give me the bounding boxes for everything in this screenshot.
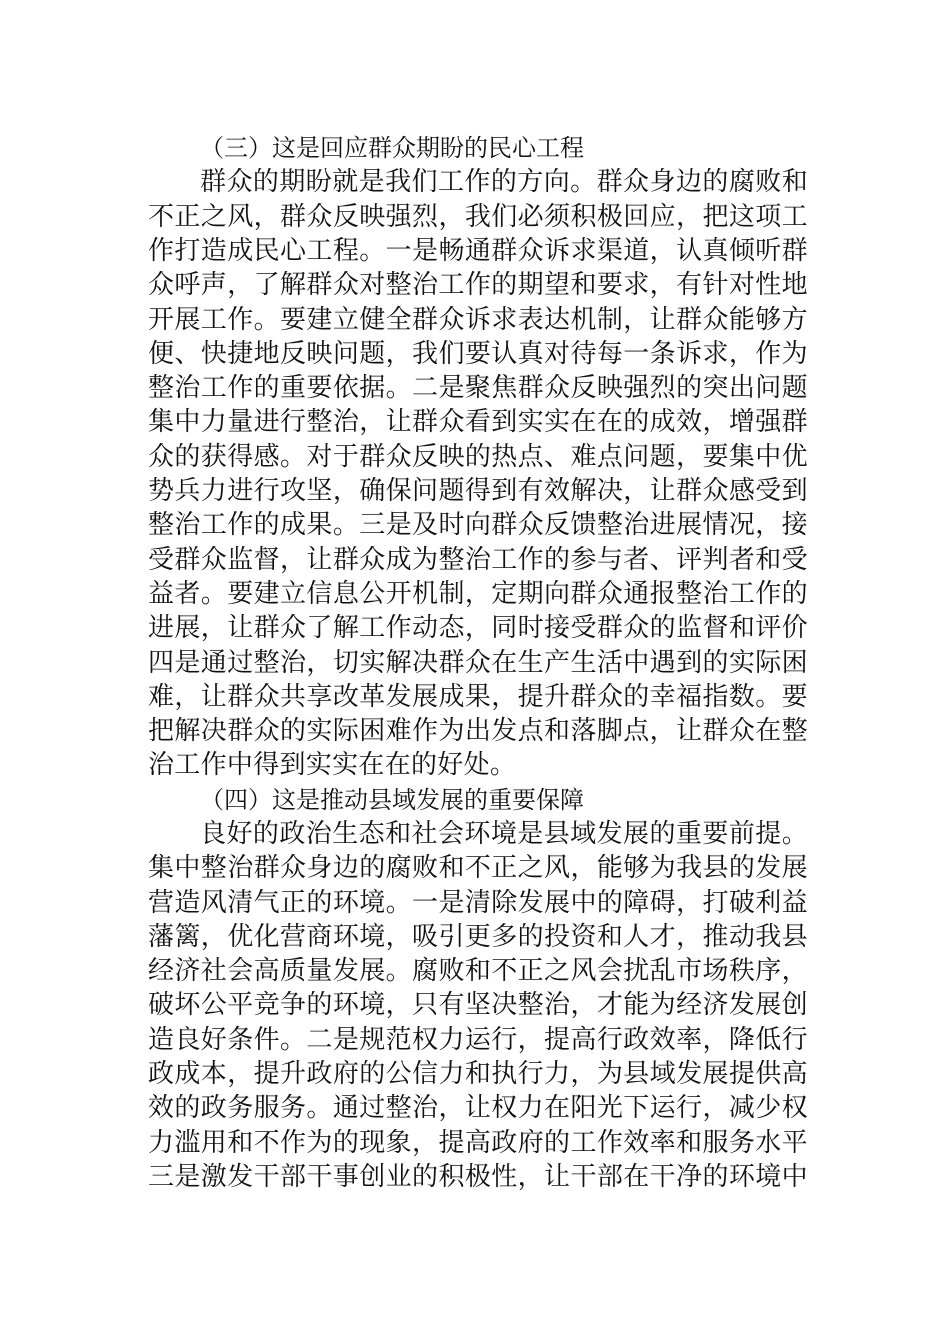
paragraph-line: 整治工作的成果。三是及时向群众反馈整治进展情况，接 bbox=[148, 510, 808, 540]
paragraph-line: 开展工作。要建立健全群众诉求表达机制，让群众能够方 bbox=[148, 305, 808, 335]
paragraph-line: 四是通过整治，切实解决群众在生产生活中遇到的实际困 bbox=[148, 648, 808, 678]
paragraph-line: 进展，让群众了解工作动态，同时接受群众的监督和评价 bbox=[148, 613, 808, 643]
paragraph-line: 破坏公平竞争的环境，只有坚决整治，才能为经济发展创 bbox=[148, 990, 808, 1020]
paragraph-line: 不正之风，群众反映强烈，我们必须积极回应，把这项工 bbox=[148, 202, 808, 232]
paragraph-line: 效的政务服务。通过整治，让权力在阳光下运行，减少权 bbox=[148, 1093, 808, 1123]
paragraph-line: 藩篱，优化营商环境，吸引更多的投资和人才，推动我县 bbox=[148, 922, 808, 952]
paragraph-line: 治工作中得到实实在在的好处。 bbox=[148, 750, 517, 780]
paragraph-line: 三是激发干部干事创业的积极性，让干部在干净的环境中 bbox=[148, 1162, 808, 1192]
paragraph-line: 整治工作的重要依据。二是聚焦群众反映强烈的突出问题 bbox=[148, 373, 808, 403]
paragraph-line: 力滥用和不作为的现象，提高政府的工作效率和服务水平 bbox=[148, 1128, 808, 1158]
paragraph-line: 把解决群众的实际困难作为出发点和落脚点，让群众在整 bbox=[148, 716, 808, 746]
paragraph-line: 造良好条件。二是规范权力运行，提高行政效率，降低行 bbox=[148, 1025, 808, 1055]
paragraph-line: 势兵力进行攻坚，确保问题得到有效解决，让群众感受到 bbox=[148, 476, 808, 506]
paragraph-line: 受群众监督，让群众成为整治工作的参与者、评判者和受 bbox=[148, 545, 808, 575]
paragraph-line: 难，让群众共享改革发展成果，提升群众的幸福指数。要 bbox=[148, 682, 808, 712]
paragraph-line: 益者。要建立信息公开机制，定期向群众通报整治工作的 bbox=[148, 579, 808, 609]
section-heading: （三）这是回应群众期盼的民心工程 bbox=[200, 134, 584, 162]
paragraph-line: 群众的期盼就是我们工作的方向。群众身边的腐败和 bbox=[200, 167, 808, 197]
paragraph-line: 经济社会高质量发展。腐败和不正之风会扰乱市场秩序， bbox=[148, 956, 808, 986]
paragraph-line: 政成本，提升政府的公信力和执行力，为县域发展提供高 bbox=[148, 1059, 808, 1089]
paragraph-line: 众的获得感。对于群众反映的热点、难点问题，要集中优 bbox=[148, 442, 808, 472]
paragraph-line: 便、快捷地反映问题，我们要认真对待每一条诉求，作为 bbox=[148, 339, 808, 369]
paragraph-line: 众呼声，了解群众对整治工作的期望和要求，有针对性地 bbox=[148, 270, 808, 300]
paragraph-line: 良好的政治生态和社会环境是县域发展的重要前提。 bbox=[200, 819, 808, 849]
paragraph-line: 作打造成民心工程。一是畅通群众诉求渠道，认真倾听群 bbox=[148, 236, 808, 266]
paragraph-line: 营造风清气正的环境。一是清除发展中的障碍，打破利益 bbox=[148, 888, 808, 918]
section-heading: （四）这是推动县域发展的重要保障 bbox=[200, 786, 584, 814]
paragraph-line: 集中整治群众身边的腐败和不正之风，能够为我县的发展 bbox=[148, 853, 808, 883]
paragraph-line: 集中力量进行整治，让群众看到实实在在的成效，增强群 bbox=[148, 407, 808, 437]
